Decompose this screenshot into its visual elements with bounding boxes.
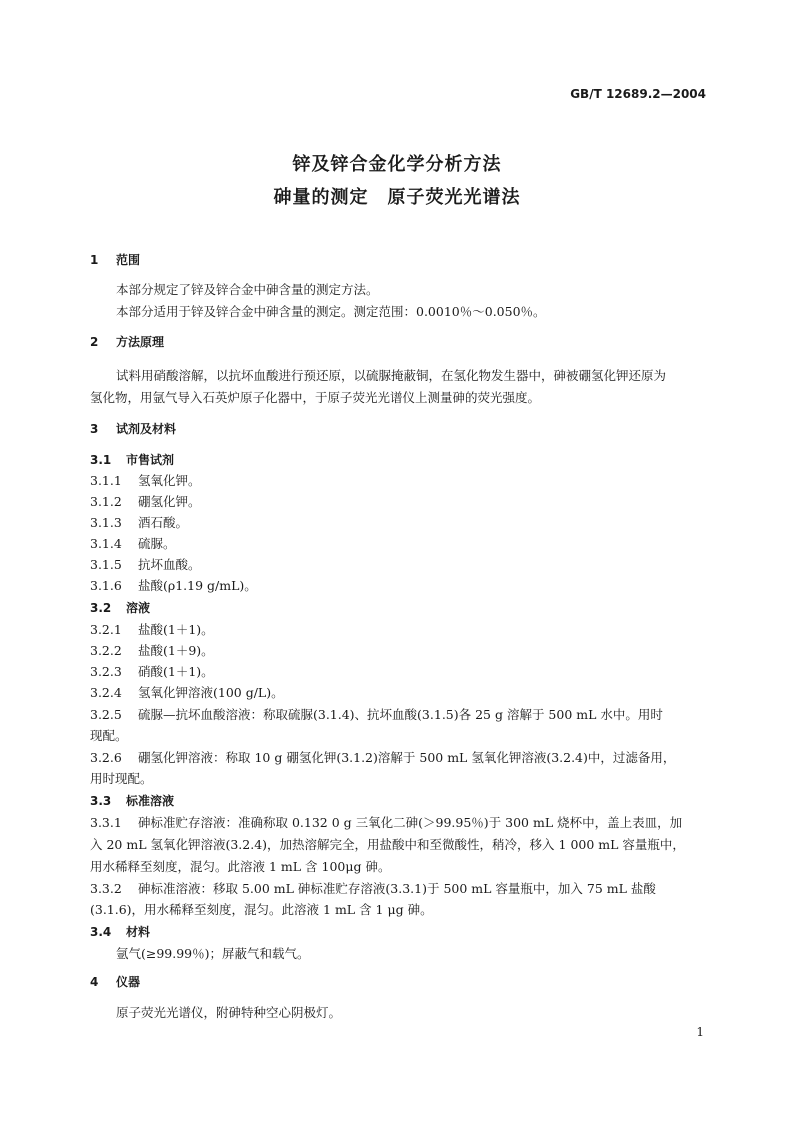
item-text: 硝酸(1＋1)。	[138, 664, 214, 679]
item-number: 3.2.6	[90, 750, 122, 765]
item-number: 3.1.2	[90, 494, 122, 509]
paragraph: 本部分规定了锌及锌合金中砷含量的测定方法。	[116, 282, 379, 297]
list-item	[90, 492, 710, 512]
subsection-title: 溶液	[126, 601, 151, 615]
item-text-continued: 现配。	[90, 728, 128, 743]
standard-code: GB/T 12689.2—2004	[570, 87, 706, 101]
subsection-title: 市售试剂	[126, 453, 175, 467]
item-text: 盐酸(1＋1)。	[138, 622, 214, 637]
item-text-continued: 入 20 mL 氢氧化钾溶液(3.2.4)，加热溶解完全，用盐酸中和至微酸性，稍冷，移入 1 000 mL 容量瓶中，	[90, 837, 685, 852]
item-text: 硼氢化钾溶液：称取 10 g 硼氢化钾(3.1.2)溶解于 500 mL 氢氧化钾溶液(3.2.4)中，过滤备用，	[138, 750, 676, 765]
list-item	[90, 576, 710, 596]
list-item	[90, 555, 710, 575]
item-text-continued: 用时现配。	[90, 771, 153, 786]
subsection-3-1-heading	[90, 450, 710, 470]
subsection-title: 标准溶液	[126, 794, 175, 808]
section-title: 仪器	[116, 975, 141, 989]
subsection-number: 3.4	[90, 925, 112, 939]
list-item	[90, 641, 710, 661]
document-title-line1: 锌及锌合金化学分析方法	[292, 154, 502, 175]
list-item	[90, 620, 710, 640]
section-title: 方法原理	[116, 335, 165, 349]
item-text: 砷标准溶液：移取 5.00 mL 砷标准贮存溶液(3.3.1)于 500 mL 容量瓶中，加入 75 mL 盐酸	[138, 881, 656, 896]
section-4-heading	[90, 972, 710, 992]
section-3-heading	[90, 419, 710, 439]
list-item	[90, 813, 710, 833]
item-number: 3.2.4	[90, 685, 122, 700]
subsection-number: 3.2	[90, 601, 112, 615]
subsection-3-3-heading	[90, 791, 710, 811]
item-number: 3.2.3	[90, 664, 122, 679]
list-item	[90, 534, 710, 554]
item-number: 3.2.5	[90, 707, 122, 722]
item-number: 3.1.6	[90, 578, 122, 593]
section-title: 试剂及材料	[116, 422, 177, 436]
item-number: 3.1.4	[90, 536, 122, 551]
section-number: 3	[90, 422, 99, 436]
item-text: 砷标准贮存溶液：准确称取 0.132 0 g 三氧化二砷(＞99.95％)于 300 mL 烧杯中，盖上表皿，加	[138, 815, 683, 830]
item-text: 硫脲。	[138, 536, 176, 551]
item-text: 酒石酸。	[138, 515, 189, 530]
list-item	[90, 513, 710, 533]
section-1-heading	[90, 250, 710, 270]
item-text: 硫脲—抗坏血酸溶液：称取硫脲(3.1.4)、抗坏血酸(3.1.5)各 25 g 溶解于 500 mL 水中。用时	[138, 707, 663, 722]
item-number: 3.3.1	[90, 815, 122, 830]
item-text-continued: 用水稀释至刻度，混匀。此溶液 1 mL 含 100μg 砷。	[90, 859, 391, 874]
item-number: 3.3.2	[90, 881, 122, 896]
paragraph-line: 试料用硝酸溶解，以抗坏血酸进行预还原，以硫脲掩蔽铜，在氢化物发生器中，砷被硼氢化钾还原为	[116, 368, 667, 383]
list-item	[90, 879, 710, 899]
item-number: 3.2.2	[90, 643, 122, 658]
item-text: 氢氧化钾。	[138, 473, 201, 488]
subsection-3-2-heading	[90, 598, 710, 618]
item-text: 盐酸(1＋9)。	[138, 643, 214, 658]
item-number: 3.1.3	[90, 515, 122, 530]
item-text: 抗坏血酸。	[138, 557, 201, 572]
subsection-number: 3.3	[90, 794, 112, 808]
paragraph: 氩气(≥99.99％)；屏蔽气和载气。	[116, 946, 310, 961]
paragraph: 原子荧光光谱仪，附砷特种空心阴极灯。	[116, 1005, 342, 1020]
section-number: 2	[90, 335, 99, 349]
item-text: 氢氧化钾溶液(100 g/L)。	[138, 685, 284, 700]
item-number: 3.1.5	[90, 557, 122, 572]
paragraph: 本部分适用于锌及锌合金中砷含量的测定。测定范围：0.0010％～0.050％。	[116, 304, 546, 319]
item-text: 硼氢化钾。	[138, 494, 201, 509]
section-number: 4	[90, 975, 99, 989]
item-text-continued: (3.1.6)，用水稀释至刻度，混匀。此溶液 1 mL 含 1 μg 砷。	[90, 902, 433, 917]
subsection-title: 材料	[126, 925, 151, 939]
section-title: 范围	[116, 253, 141, 267]
list-item	[90, 471, 710, 491]
item-number: 3.1.1	[90, 473, 122, 488]
list-item	[90, 683, 710, 703]
item-text: 盐酸(ρ1.19 g/mL)。	[138, 578, 257, 593]
list-item	[90, 705, 710, 725]
list-item	[90, 662, 710, 682]
item-number: 3.2.1	[90, 622, 122, 637]
page-number: 1	[696, 1025, 704, 1039]
list-item	[90, 748, 710, 768]
subsection-3-4-heading	[90, 922, 710, 942]
document-title-line2: 砷量的测定 原子荧光光谱法	[273, 187, 521, 208]
paragraph-line: 氢化物，用氩气导入石英炉原子化器中，于原子荧光光谱仪上测量砷的荧光强度。	[90, 390, 541, 405]
subsection-number: 3.1	[90, 453, 112, 467]
section-2-heading	[90, 332, 710, 352]
section-number: 1	[90, 253, 99, 267]
